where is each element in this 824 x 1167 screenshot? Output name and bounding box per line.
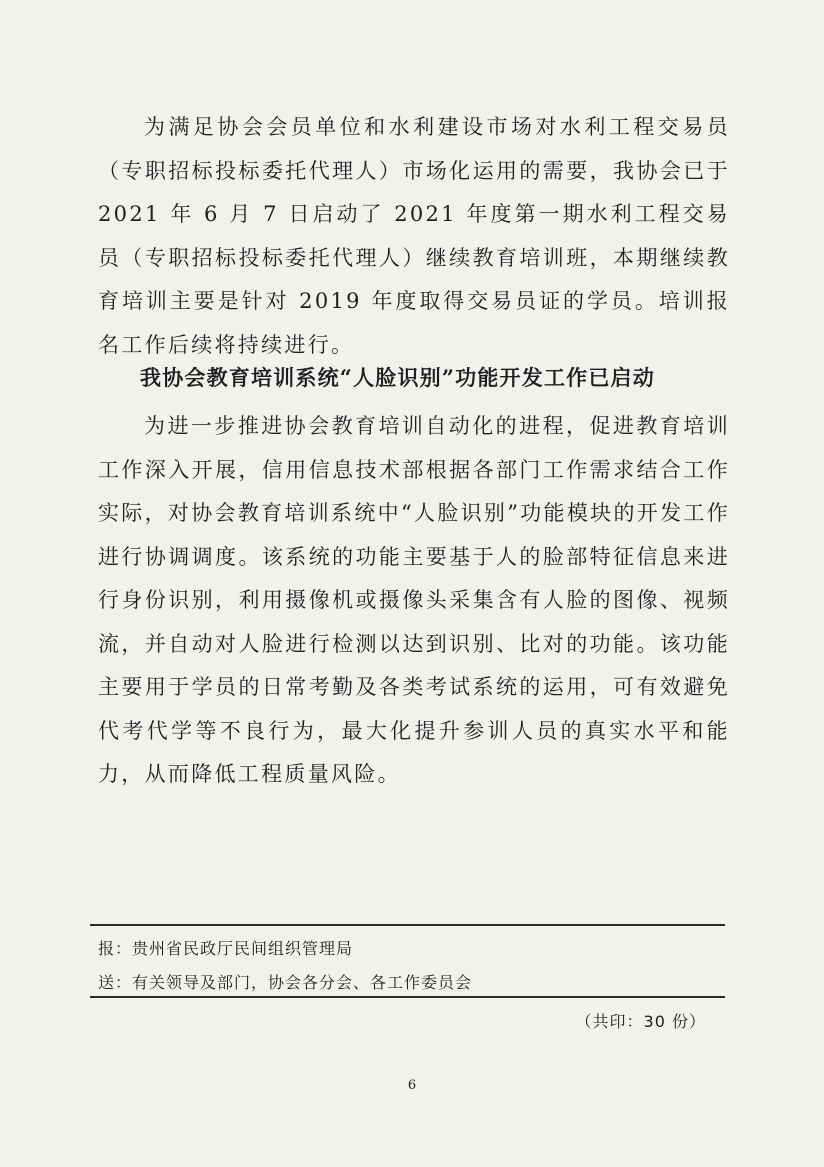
divider-top [90,924,725,926]
body-paragraph-face-recognition: 为进一步推进协会教育培训自动化的进程，促进教育培训工作深入开展，信用信息技术部根据各部门工作需求结合工作实际，对协会教育培训系统中“人脸识别”功能模块的开发工作进行协调调度。该系统的功能主要基于人的脸部特征信息来进行身份识别，利用摄像机或摄像头采集含有人脸的图像、视频流，并自动对人脸进行检测以达到识别、比对的功能。该功能主要用于学员的日常考勤及各类考试系统的运用，可有效避免代考代学等不良行为，最大化提升参训人员的真实水平和能力，从而降低工程质量风险。 [98,414,730,786]
send-to-line: 送：有关领导及部门，协会各分会、各工作委员会 [98,973,473,992]
section-heading-face-recognition: 我协会教育培训系统“人脸识别”功能开发工作已启动 [140,365,655,390]
body-paragraph-training: 为满足协会会员单位和水利建设市场对水利工程交易员（专职招标投标委托代理人）市场化运用的需要，我协会已于 2021 年 6 月 7 日启动了 2021 年度第一期水利工程交易员（专职招标投标委托代理人）继续教育培训班，本期继续教育培训主要是针对 2019 年度取得交易员证的学员。培训报名工作后续将持续进行。 [98,115,730,357]
copies-count: （共印：30 份） [575,1012,706,1031]
report-to-line: 报：贵州省民政厅民间组织管理局 [98,939,354,958]
page-number: 6 [407,1078,417,1093]
divider-bottom [90,996,725,998]
